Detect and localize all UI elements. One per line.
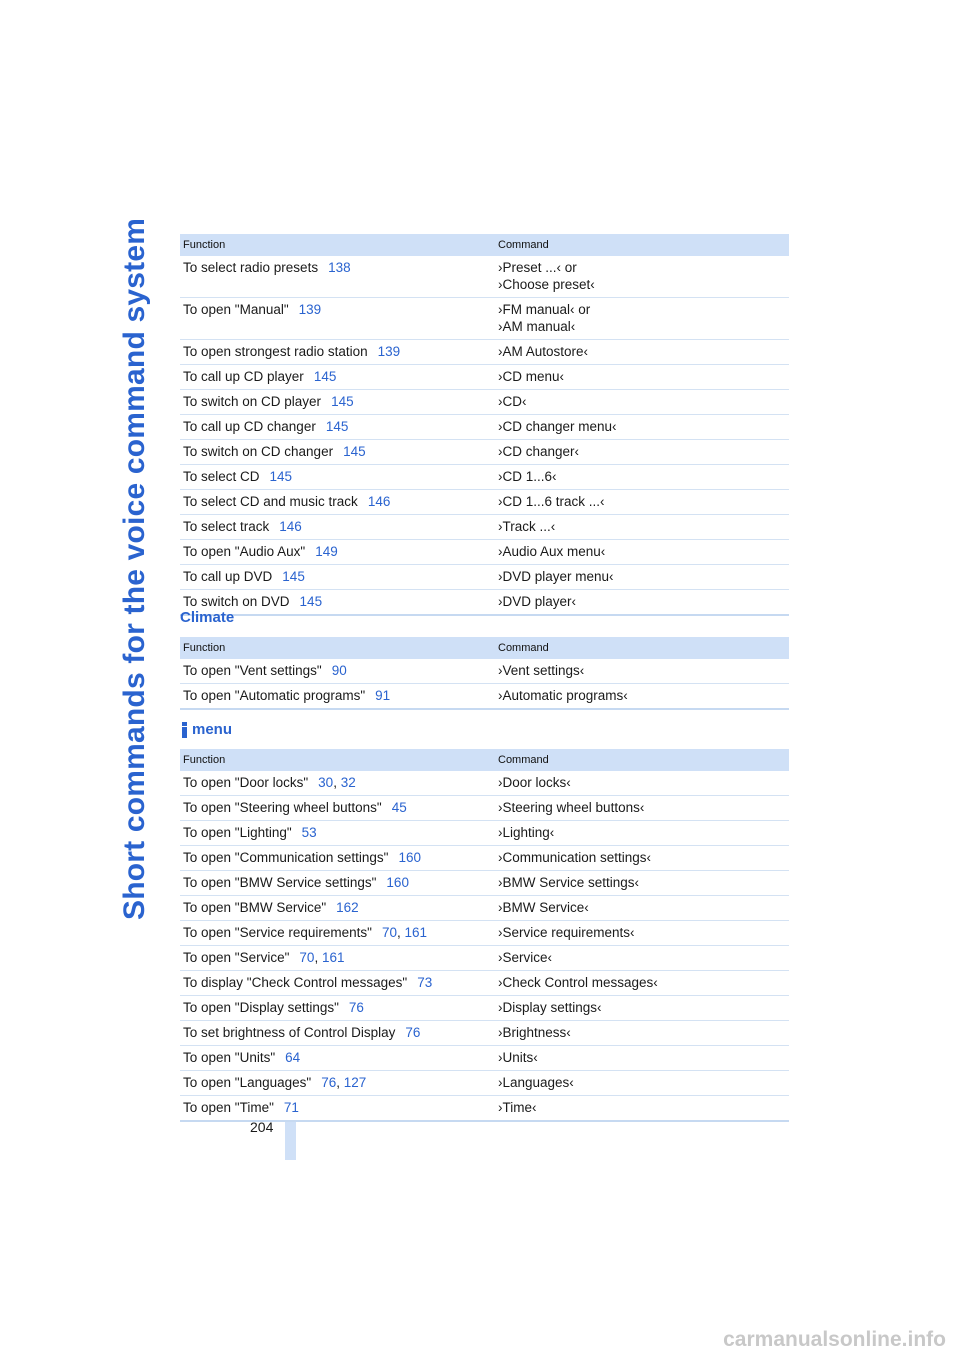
command-header: Command	[495, 637, 789, 659]
function-cell: To open "Languages" 76, 127	[180, 1071, 495, 1096]
watermark: carmanualsonline.info	[723, 1328, 946, 1351]
command-text: ›CD changer‹	[498, 444, 580, 459]
function-text: To call up CD changer	[183, 419, 316, 434]
command-cell	[495, 796, 789, 821]
page-link[interactable]: 161	[404, 925, 428, 940]
function-text: To select CD and music track	[183, 494, 358, 509]
page-link[interactable]: 45	[391, 800, 407, 815]
function-cell	[180, 1046, 495, 1071]
function-cell	[180, 871, 495, 896]
page-link[interactable]: 160	[398, 850, 421, 865]
command-text: ›Steering wheel buttons‹	[498, 800, 645, 815]
menu-section	[180, 719, 789, 1122]
function-cell	[180, 365, 495, 390]
table-row	[180, 540, 789, 565]
function-text: To select radio presets	[183, 260, 319, 275]
table-row	[180, 298, 789, 340]
page-link[interactable]: 76	[405, 1025, 421, 1040]
command-cell	[495, 996, 789, 1021]
page-link[interactable]: 70	[381, 925, 397, 940]
command-cell	[495, 871, 789, 896]
chapter-title: Short commands for the voice command system	[118, 217, 151, 920]
table-row	[180, 1071, 789, 1096]
command-cell	[495, 921, 789, 946]
info-i-icon	[180, 721, 189, 739]
function-cell	[180, 996, 495, 1021]
page-link[interactable]: 145	[325, 419, 349, 434]
table-row	[180, 896, 789, 921]
command-cell	[495, 821, 789, 846]
command-text: ›CD 1...6 track ...‹	[498, 494, 605, 509]
table-row	[180, 946, 789, 971]
command-cell	[495, 465, 789, 490]
function-cell	[180, 971, 495, 996]
table-row	[180, 1096, 789, 1122]
function-text: To call up CD player	[183, 369, 304, 384]
function-text: To open "Languages"	[183, 1075, 312, 1090]
function-text: To display "Check Control messages"	[183, 975, 408, 990]
page-link[interactable]: 76	[321, 1075, 337, 1090]
command-header: Command	[495, 749, 789, 771]
command-text: ›Lighting‹	[498, 825, 555, 840]
command-text: ›DVD player menu‹	[498, 569, 614, 584]
command-cell	[495, 256, 789, 298]
table-row	[180, 846, 789, 871]
table-row	[180, 465, 789, 490]
function-text: To open "Steering wheel buttons"	[183, 800, 382, 815]
command-text: ›AM Autostore‹	[498, 344, 589, 359]
command-cell	[495, 565, 789, 590]
command-cell	[495, 515, 789, 540]
table-row	[180, 515, 789, 540]
page-link[interactable]: 90	[331, 663, 347, 678]
page-link[interactable]: 162	[336, 900, 359, 915]
command-cell	[495, 1046, 789, 1071]
command-cell	[495, 1021, 789, 1046]
page-link[interactable]: 73	[417, 975, 433, 990]
page-link[interactable]: 139	[377, 344, 401, 359]
page-link[interactable]: 146	[279, 519, 302, 534]
function-cell	[180, 340, 495, 365]
function-cell	[180, 846, 495, 871]
function-text: To open "Service requirements"	[183, 925, 372, 940]
function-text: To open "Door locks"	[183, 775, 309, 790]
table-row	[180, 415, 789, 440]
function-text: To open "Units"	[183, 1050, 276, 1065]
table-row	[180, 821, 789, 846]
function-text: To open "Audio Aux"	[183, 544, 306, 559]
command-text: ›FM manual‹ or	[498, 302, 591, 317]
menu-table	[180, 749, 789, 1122]
command-text: ›Time‹	[498, 1100, 537, 1115]
table-row	[180, 921, 789, 946]
function-header: Function	[180, 637, 495, 659]
function-cell	[180, 796, 495, 821]
function-text: To select track	[183, 519, 270, 534]
command-text: ›Vent settings‹	[498, 663, 585, 678]
page-link[interactable]: 32	[340, 775, 356, 790]
function-cell	[180, 896, 495, 921]
function-cell	[180, 540, 495, 565]
command-cell	[495, 1071, 789, 1096]
command-text: ›Check Control messages‹	[498, 975, 658, 990]
command-cell	[495, 415, 789, 440]
function-text: To switch on CD changer	[183, 444, 334, 459]
function-text: To open "Display settings"	[183, 1000, 339, 1015]
command-text: ›Languages‹	[498, 1075, 574, 1090]
command-text: ›CD changer menu‹	[498, 419, 617, 434]
function-cell: To open "Service requirements" 70, 161	[180, 921, 495, 946]
command-cell	[495, 1096, 789, 1122]
function-text: To set brightness of Control Display	[183, 1025, 396, 1040]
function-text: To select CD	[183, 469, 260, 484]
command-text: ›Units‹	[498, 1050, 538, 1065]
page-link[interactable]: 91	[375, 688, 391, 703]
command-text: ›Audio Aux menu‹	[498, 544, 606, 559]
function-cell	[180, 515, 495, 540]
command-text: ›Automatic programs‹	[498, 688, 628, 703]
page-link[interactable]: 30	[318, 775, 334, 790]
table-row	[180, 971, 789, 996]
page-link[interactable]: 64	[285, 1050, 301, 1065]
page-link[interactable]: 149	[315, 544, 338, 559]
function-cell	[180, 298, 495, 340]
command-cell	[495, 340, 789, 365]
command-text: ›Display settings‹	[498, 1000, 602, 1015]
command-text: ›Choose preset‹	[498, 277, 595, 292]
command-text: ›Door locks‹	[498, 775, 571, 790]
page-link[interactable]: 127	[343, 1075, 367, 1090]
function-cell	[180, 821, 495, 846]
table-row	[180, 659, 789, 684]
function-text: To switch on DVD	[183, 594, 290, 609]
command-cell	[495, 684, 789, 710]
page-link[interactable]: 145	[331, 394, 354, 409]
command-text: ›CD‹	[498, 394, 527, 409]
command-text: ›BMW Service‹	[498, 900, 589, 915]
function-cell	[180, 684, 495, 710]
table-row	[180, 996, 789, 1021]
function-text: To open "Lighting"	[183, 825, 292, 840]
function-text: To open "Vent settings"	[183, 663, 322, 678]
page-link[interactable]: 70	[299, 950, 315, 965]
command-text: ›Service requirements‹	[498, 925, 635, 940]
command-cell	[495, 540, 789, 565]
table-row	[180, 565, 789, 590]
function-cell	[180, 1096, 495, 1122]
page-link[interactable]: 145	[343, 444, 366, 459]
command-text: ›Service‹	[498, 950, 553, 965]
page-link[interactable]: 145	[269, 469, 293, 484]
command-text: ›CD 1...6‹	[498, 469, 557, 484]
table-row	[180, 340, 789, 365]
page-link[interactable]: 71	[283, 1100, 299, 1115]
climate-title: Climate	[180, 609, 235, 626]
page-number: 204	[250, 1119, 274, 1135]
command-cell	[495, 771, 789, 796]
command-cell	[495, 659, 789, 684]
function-text: To open "BMW Service"	[183, 900, 327, 915]
function-text: To open "Automatic programs"	[183, 688, 366, 703]
command-cell	[495, 440, 789, 465]
function-text: To open "Manual"	[183, 302, 289, 317]
function-cell	[180, 565, 495, 590]
command-text: ›Track ...‹	[498, 519, 556, 534]
function-cell	[180, 490, 495, 515]
command-text: ›DVD player‹	[498, 594, 577, 609]
table-row	[180, 771, 789, 796]
table-row	[180, 390, 789, 415]
function-text: To switch on CD player	[183, 394, 322, 409]
page-marker-bar	[285, 1122, 296, 1160]
page-link[interactable]: 145	[313, 369, 337, 384]
page-link[interactable]: 161	[321, 950, 345, 965]
function-cell: To open "Service" 70, 161	[180, 946, 495, 971]
menu-title-row	[180, 719, 789, 741]
table-row	[180, 440, 789, 465]
page-link[interactable]: 160	[386, 875, 409, 890]
command-cell	[495, 846, 789, 871]
command-text: ›AM manual‹	[498, 319, 576, 334]
page-link[interactable]: 53	[301, 825, 317, 840]
entertainment-table	[180, 234, 789, 616]
table-row	[180, 256, 789, 298]
function-text: To open strongest radio station	[183, 344, 368, 359]
table-row	[180, 871, 789, 896]
command-text: ›Brightness‹	[498, 1025, 571, 1040]
function-cell	[180, 256, 495, 298]
command-cell	[495, 946, 789, 971]
command-cell	[495, 971, 789, 996]
command-text: ›Communication settings‹	[498, 850, 652, 865]
function-header: Function	[180, 234, 495, 256]
table-row	[180, 365, 789, 390]
command-cell	[495, 365, 789, 390]
page-link[interactable]: 145	[299, 594, 323, 609]
command-cell	[495, 490, 789, 515]
table-row	[180, 1046, 789, 1071]
climate-table	[180, 637, 789, 710]
function-text: To open "Communication settings"	[183, 850, 389, 865]
command-text: ›CD menu‹	[498, 369, 565, 384]
function-text: To open "BMW Service settings"	[183, 875, 377, 890]
function-cell	[180, 465, 495, 490]
page-link[interactable]: 139	[298, 302, 322, 317]
function-text: To open "Time"	[183, 1100, 274, 1115]
page-link[interactable]: 146	[367, 494, 391, 509]
table-row	[180, 1021, 789, 1046]
command-cell	[495, 896, 789, 921]
command-header: Command	[495, 234, 789, 256]
page-link[interactable]: 145	[282, 569, 305, 584]
page-link[interactable]: 138	[328, 260, 351, 275]
function-cell	[180, 390, 495, 415]
page-link[interactable]: 76	[348, 1000, 364, 1015]
entertainment-section	[180, 234, 789, 616]
function-text: To open "Service"	[183, 950, 290, 965]
menu-title: menu	[192, 721, 233, 738]
function-header: Function	[180, 749, 495, 771]
climate-section	[180, 607, 789, 710]
function-cell	[180, 1021, 495, 1046]
function-cell	[180, 440, 495, 465]
table-row	[180, 490, 789, 515]
table-row	[180, 684, 789, 710]
function-cell: To open "Door locks" 30, 32	[180, 771, 495, 796]
command-text: ›BMW Service settings‹	[498, 875, 640, 890]
table-row	[180, 796, 789, 821]
function-text: To call up DVD	[183, 569, 273, 584]
command-cell	[495, 298, 789, 340]
command-text: ›Preset ...‹ or	[498, 260, 577, 275]
command-cell	[495, 390, 789, 415]
function-cell	[180, 415, 495, 440]
function-cell	[180, 659, 495, 684]
